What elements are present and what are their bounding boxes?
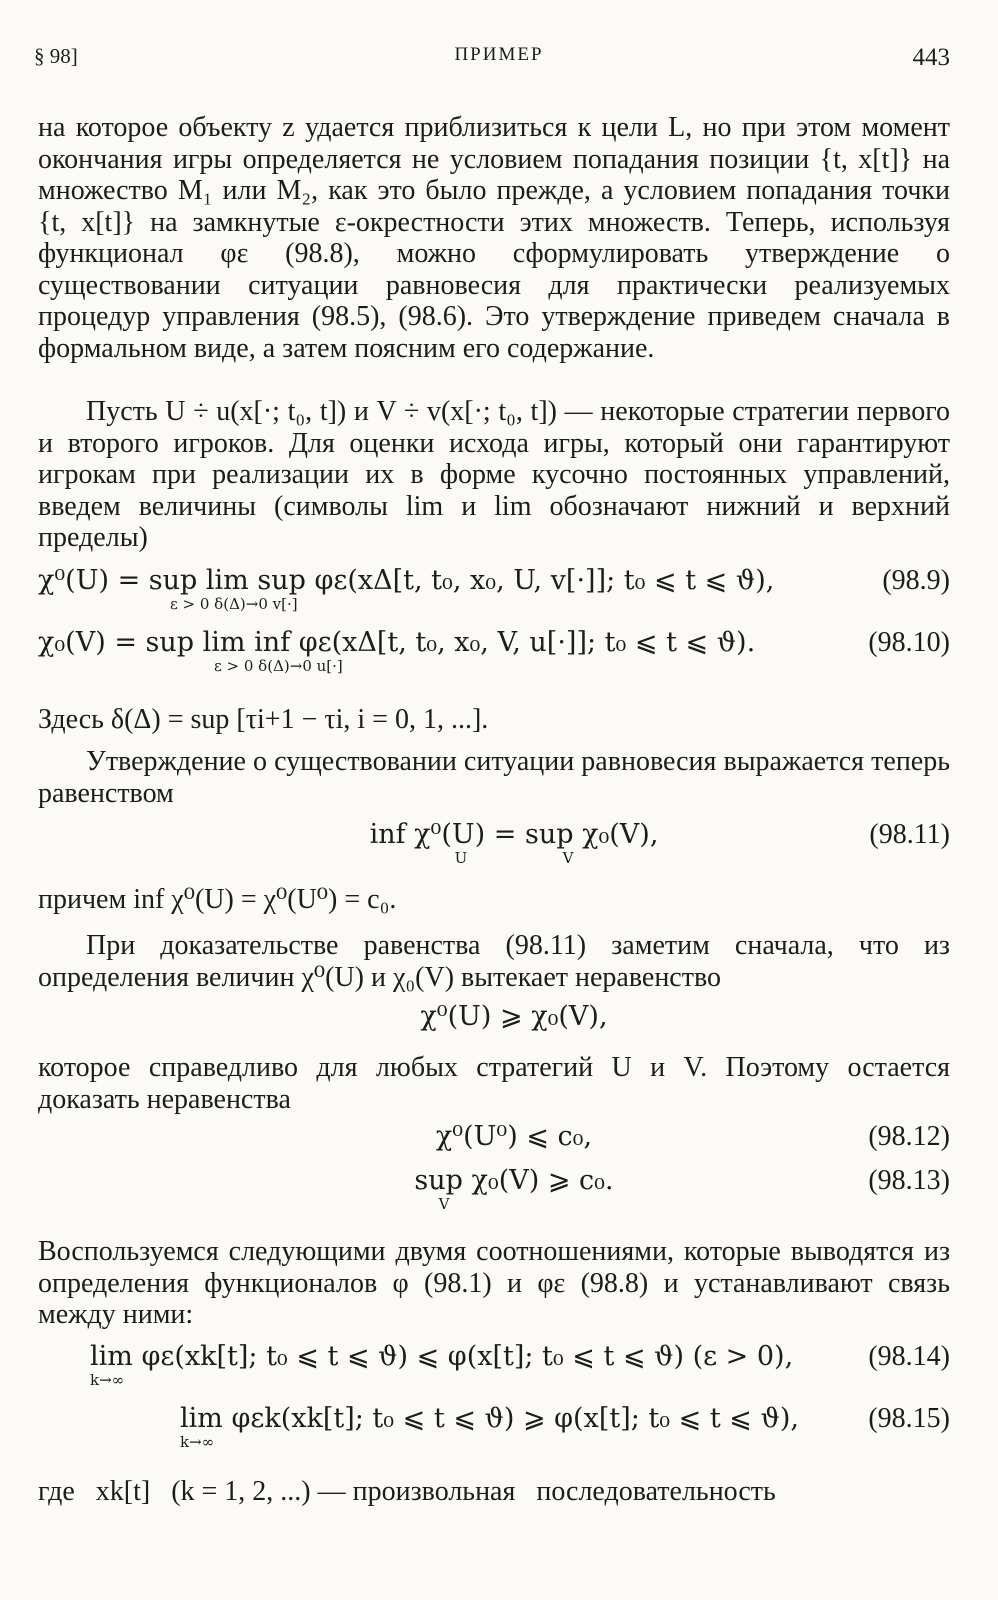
- equation-subscripts: U V: [454, 849, 574, 867]
- equation-98-13: [38, 1166, 950, 1212]
- equation-98-10: [38, 628, 950, 674]
- equation-subscripts: ε > 0 δ(Δ)→0 v[·]: [170, 595, 298, 613]
- page-number: 443: [912, 44, 950, 71]
- equation-number: (98.11): [869, 819, 950, 850]
- paragraph-4: Утверждение о существовании ситуации равновесия выражается теперь равенством: [38, 746, 950, 809]
- equation-body: lim φε(xk[t]; t₀ ⩽ t ⩽ ϑ) ⩽ φ(x[t]; t₀ ⩽ t ⩽ ϑ) (ε > 0),: [90, 1341, 794, 1372]
- paragraph-5: причем inf χ⁰(U) = χ⁰(U⁰) = c₀.: [38, 884, 397, 915]
- equation-98-12: [38, 1122, 950, 1152]
- equation-number: (98.9): [882, 565, 950, 596]
- paragraph-3: Здесь δ(Δ) = sup [τi+1 − τi, i = 0, 1, ...].: [38, 704, 489, 735]
- equation-subscripts: k→∞: [180, 1433, 215, 1451]
- equation-98-9: [38, 566, 950, 612]
- equation-number: (98.13): [868, 1165, 950, 1196]
- equation-number: (98.10): [868, 627, 950, 658]
- paragraph-7: которое справедливо для любых стратегий U и V. Поэтому остается доказать неравенства: [38, 1052, 950, 1115]
- equation-number: (98.12): [868, 1121, 950, 1152]
- paragraph-1: на которое объекту z удается приблизиться к цели L, но при этом момент окончания игры определяется не условием попадания позиции {t, x[t]} на множество M₁ или M₂, как это было прежде, а условием попадания точки {t, x[t]} на замкнутые ε-окрестности этих множеств. Теперь, используя функционал φε (98.8), можно сформулировать утверждение о существовании ситуации равновесия для практически реализуемых процедур управления (98.5), (98.6). Это утверждение приведем сначала в формальном виде, а затем поясним его содержание.: [38, 112, 950, 364]
- equation-body: χ⁰(U) ⩾ χ₀(V),: [420, 1001, 608, 1032]
- equation-subscripts: V: [438, 1195, 450, 1213]
- paragraph-6: При доказательстве равенства (98.11) заметим сначала, что из определения величин χ⁰(U) и χ₀(V) вытекает неравенство: [38, 930, 950, 993]
- equation-body: inf χ⁰(U) = sup χ₀(V),: [369, 819, 659, 850]
- equation-subscripts: k→∞: [90, 1371, 125, 1389]
- equation-number: (98.14): [868, 1341, 950, 1372]
- equation-98-15: [38, 1404, 950, 1450]
- paragraph-2: Пусть U ÷ u(x[·; t₀, t]) и V ÷ v(x[·; t₀, t]) — некоторые стратегии первого и второго игроков. Для оценки исхода игры, который они гарантируют игрокам при реализации их в форме кусочно постоянных управлений, введем величины (символы lim и lim обозначают нижний и верхний пределы): [38, 396, 950, 553]
- equation-body: lim φεk(xk[t]; t₀ ⩽ t ⩽ ϑ) ⩾ φ(x[t]; t₀ ⩽ t ⩽ ϑ),: [180, 1403, 799, 1434]
- equation-subscripts: ε > 0 δ(Δ)→0 u[·]: [214, 657, 343, 675]
- equation-body: χ₀(V) = sup lim inf φε(xΔ[t, t₀, x₀, V, u[·]]; t₀ ⩽ t ⩽ ϑ).: [38, 627, 756, 658]
- section-marker: § 98]: [34, 44, 78, 68]
- equation-inequality: [38, 1002, 950, 1032]
- paragraph-8: Воспользуемся следующими двумя соотношениями, которые выводятся из определения функционалов φ (98.1) и φε (98.8) и устанавливают связь между ними:: [38, 1236, 950, 1330]
- equation-body: sup χ₀(V) ⩾ c₀.: [414, 1165, 614, 1196]
- equation-98-14: [38, 1342, 950, 1388]
- running-title: ПРИМЕР: [454, 44, 544, 65]
- equation-98-11: [38, 820, 950, 866]
- equation-body: χ⁰(U⁰) ⩽ c₀,: [435, 1121, 593, 1152]
- equation-body: χ⁰(U) = sup lim sup φε(xΔ[t, t₀, x₀, U, v[·]]; t₀ ⩽ t ⩽ ϑ),: [38, 565, 775, 596]
- equation-number: (98.15): [868, 1403, 950, 1434]
- paragraph-9: где xk[t] (k = 1, 2, ...) — произвольная последовательность: [38, 1476, 776, 1507]
